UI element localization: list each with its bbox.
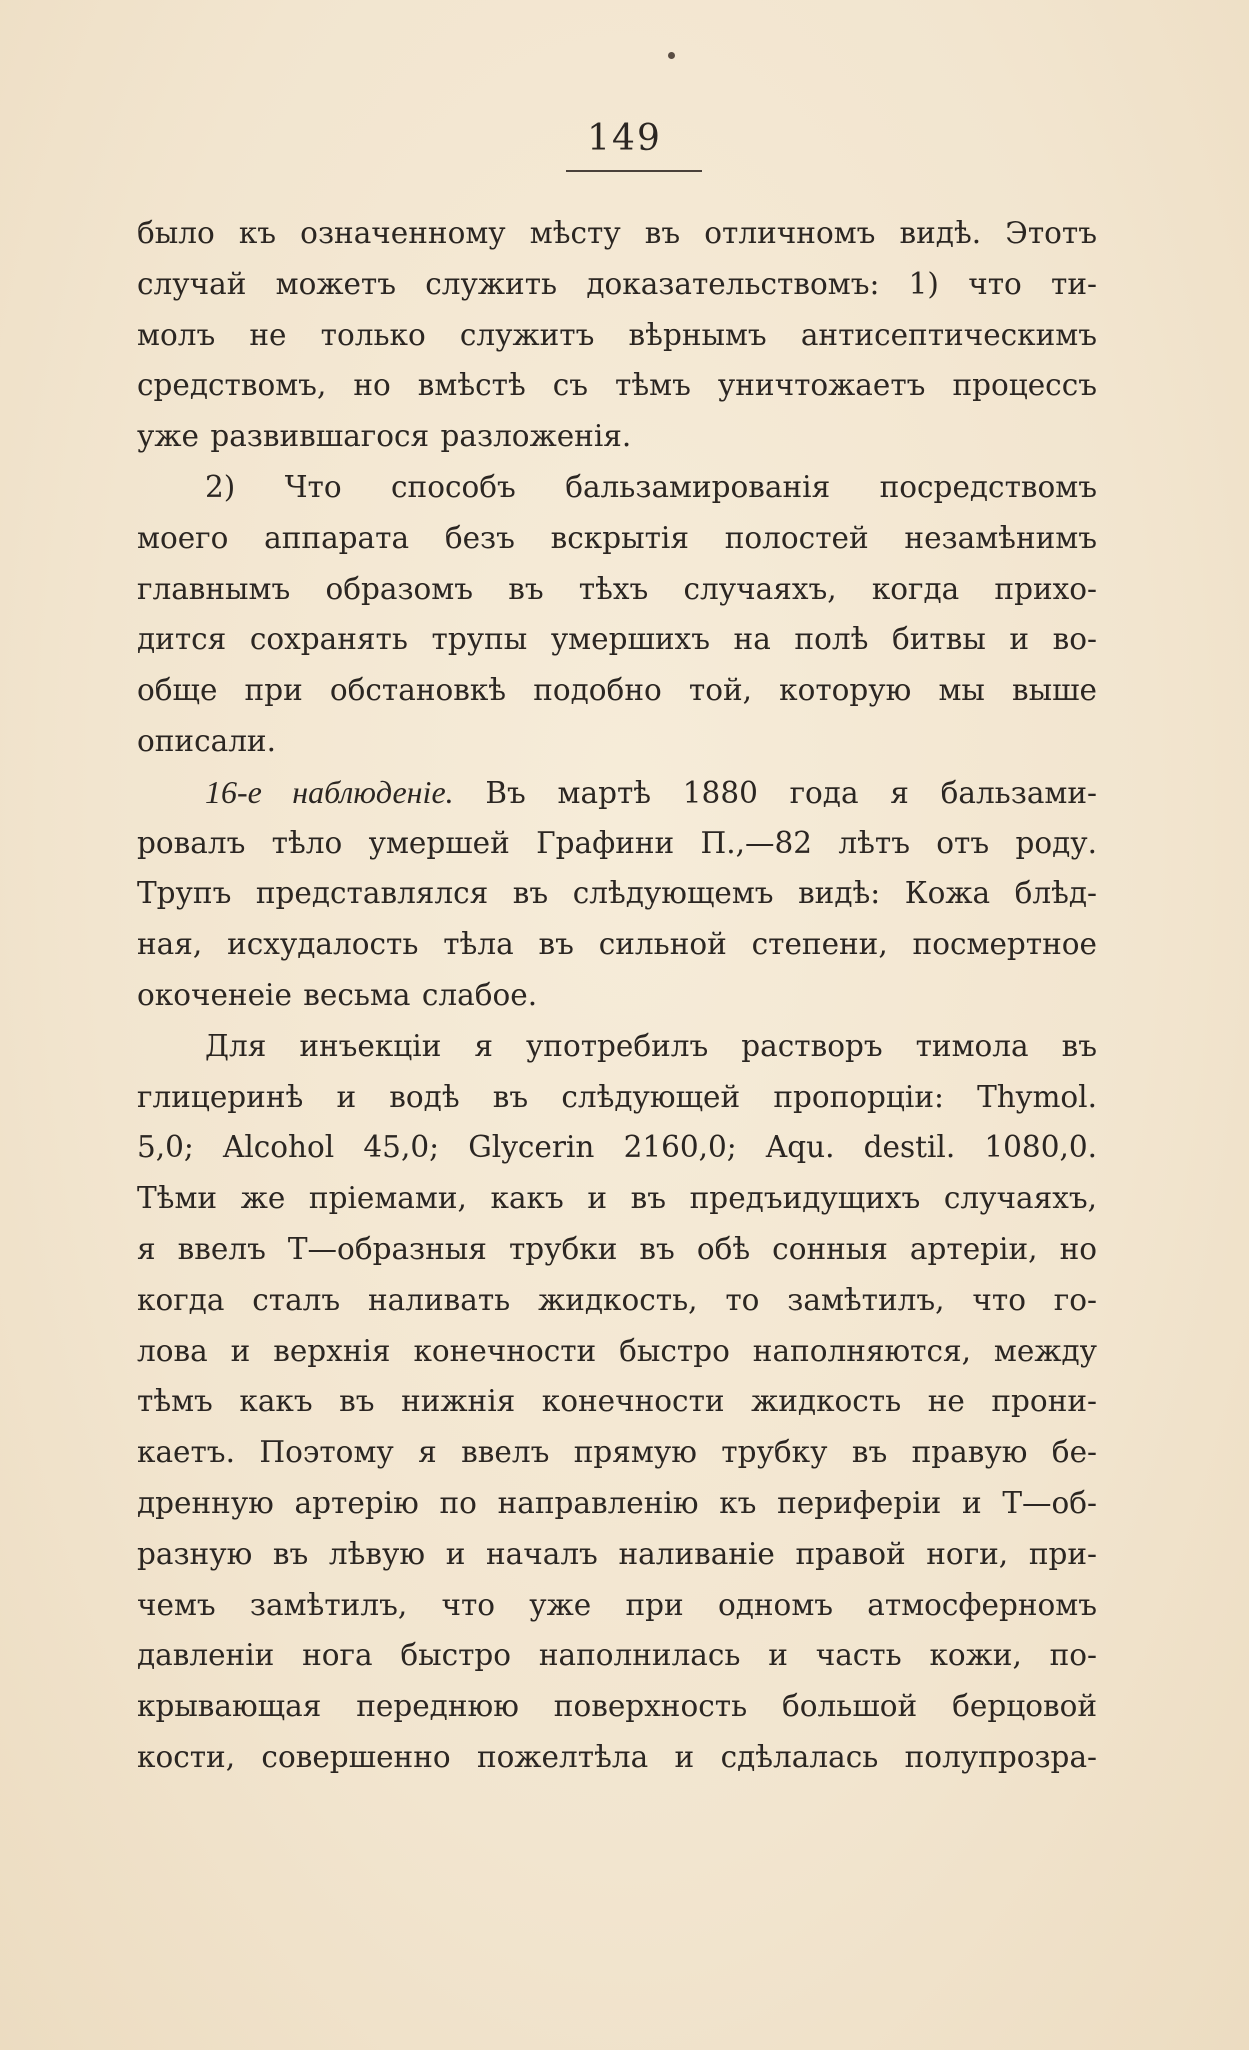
line-text: ровалъ тѣло умершей Графини П.,—82 лѣтъ отъ роду. <box>137 825 1097 860</box>
line-text: глицеринѣ и водѣ въ слѣдующей пропорціи: Thymol. <box>137 1079 1097 1114</box>
text-line <box>137 564 1097 615</box>
page-number: 149 <box>587 118 662 159</box>
line-text: уже развившагося разложенія. <box>137 419 632 454</box>
text-line <box>137 868 1097 919</box>
text-line <box>137 1326 1097 1377</box>
text-line <box>137 919 1097 970</box>
text-line <box>137 1173 1097 1224</box>
text-line <box>137 970 1097 1021</box>
line-text: моего аппарата безъ вскрытія полостей незамѣнимъ <box>137 520 1097 555</box>
line-text: 2) Что способъ бальзамированія посредствомъ <box>205 469 1097 504</box>
text-line <box>137 513 1097 564</box>
text-line <box>137 614 1097 665</box>
ink-dot <box>668 52 675 59</box>
line-text: описали. <box>137 723 276 758</box>
text-line <box>137 310 1097 361</box>
line-text: окоченеie весьма слабое. <box>137 977 538 1012</box>
text-line <box>137 1072 1097 1123</box>
line-text: было къ означенному мѣсту въ отличномъ видѣ. Этотъ <box>137 216 1097 250</box>
text-line <box>137 1427 1097 1478</box>
line-text: Для инъекціи я употребилъ растворъ тимола въ <box>205 1028 1097 1063</box>
line-text: дренную артерію по направленію къ периферіи и Т—об- <box>137 1485 1097 1520</box>
text-line <box>137 1580 1097 1631</box>
text-line <box>137 411 1097 462</box>
text-line <box>137 665 1097 716</box>
text-line <box>137 1021 1097 1072</box>
line-text: когда сталъ наливать жидкость, то замѣтилъ, что го- <box>137 1282 1097 1317</box>
line-text: главнымъ образомъ въ тѣхъ случаяхъ, когда прихо- <box>137 571 1097 606</box>
text-line <box>137 818 1097 869</box>
line-text: тѣмъ какъ въ нижнія конечности жидкость не прони- <box>137 1384 1097 1419</box>
line-text: кости, совершенно пожелтѣла и сдѣлалась полупрозра- <box>137 1739 1097 1774</box>
line-text: Трупъ представлялся въ слѣдующемъ видѣ: Кожа блѣд- <box>137 876 1097 911</box>
page-number-rule <box>566 170 702 172</box>
text-line <box>137 208 1097 259</box>
line-text: обще при обстановкѣ подобно той, которую мы выше <box>137 673 1097 708</box>
text-line <box>137 1275 1097 1326</box>
text-line <box>137 767 1097 818</box>
text-line <box>137 1224 1097 1275</box>
text-line <box>137 360 1097 411</box>
line-text: Тѣми же пріемами, какъ и въ предъидущихъ случаяхъ, <box>137 1181 1097 1216</box>
observation-heading: 16-е наблюденіе. <box>205 773 454 810</box>
text-line <box>137 1376 1097 1427</box>
line-text: дится сохранять трупы умершихъ на полѣ битвы и во- <box>137 622 1097 657</box>
line-text: Въ мартѣ 1880 года я бальзами- <box>453 775 1097 810</box>
line-text: разную въ лѣвую и началъ наливаніе правой ноги, при- <box>137 1536 1097 1571</box>
text-line <box>137 1478 1097 1529</box>
text-line <box>137 1681 1097 1732</box>
text-line <box>137 716 1097 767</box>
line-text: случай можетъ служить доказательствомъ: 1) что ти- <box>137 266 1097 301</box>
text-body <box>137 208 1097 1783</box>
line-text: крывающая переднюю поверхность большой берцовой <box>137 1689 1097 1724</box>
line-text: ная, исхудалость тѣла въ сильной степени, посмертное <box>137 927 1097 962</box>
line-text: я ввелъ Т—образныя трубки въ обѣ сонныя артеріи, но <box>137 1231 1097 1266</box>
text-line <box>137 1529 1097 1580</box>
line-text: каетъ. Поэтому я ввелъ прямую трубку въ правую бе- <box>137 1435 1097 1470</box>
text-line <box>137 1732 1097 1783</box>
text-line <box>137 1122 1097 1173</box>
text-line <box>137 1630 1097 1681</box>
line-text: молъ не только служитъ вѣрнымъ антисептическимъ <box>137 317 1097 352</box>
line-text: 5,0; Alcohol 45,0; Glycerin 2160,0; Aqu. destil. 1080,0. <box>137 1130 1097 1165</box>
text-line <box>137 462 1097 513</box>
line-text: давленіи нога быстро наполнилась и часть кожи, по- <box>137 1638 1097 1673</box>
line-text: средствомъ, но вмѣстѣ съ тѣмъ уничтожаетъ процессъ <box>137 368 1097 403</box>
line-text: чемъ замѣтилъ, что уже при одномъ атмосферномъ <box>137 1587 1097 1622</box>
text-line <box>137 259 1097 310</box>
line-text: лова и верхнія конечности быстро наполняются, между <box>137 1333 1097 1368</box>
